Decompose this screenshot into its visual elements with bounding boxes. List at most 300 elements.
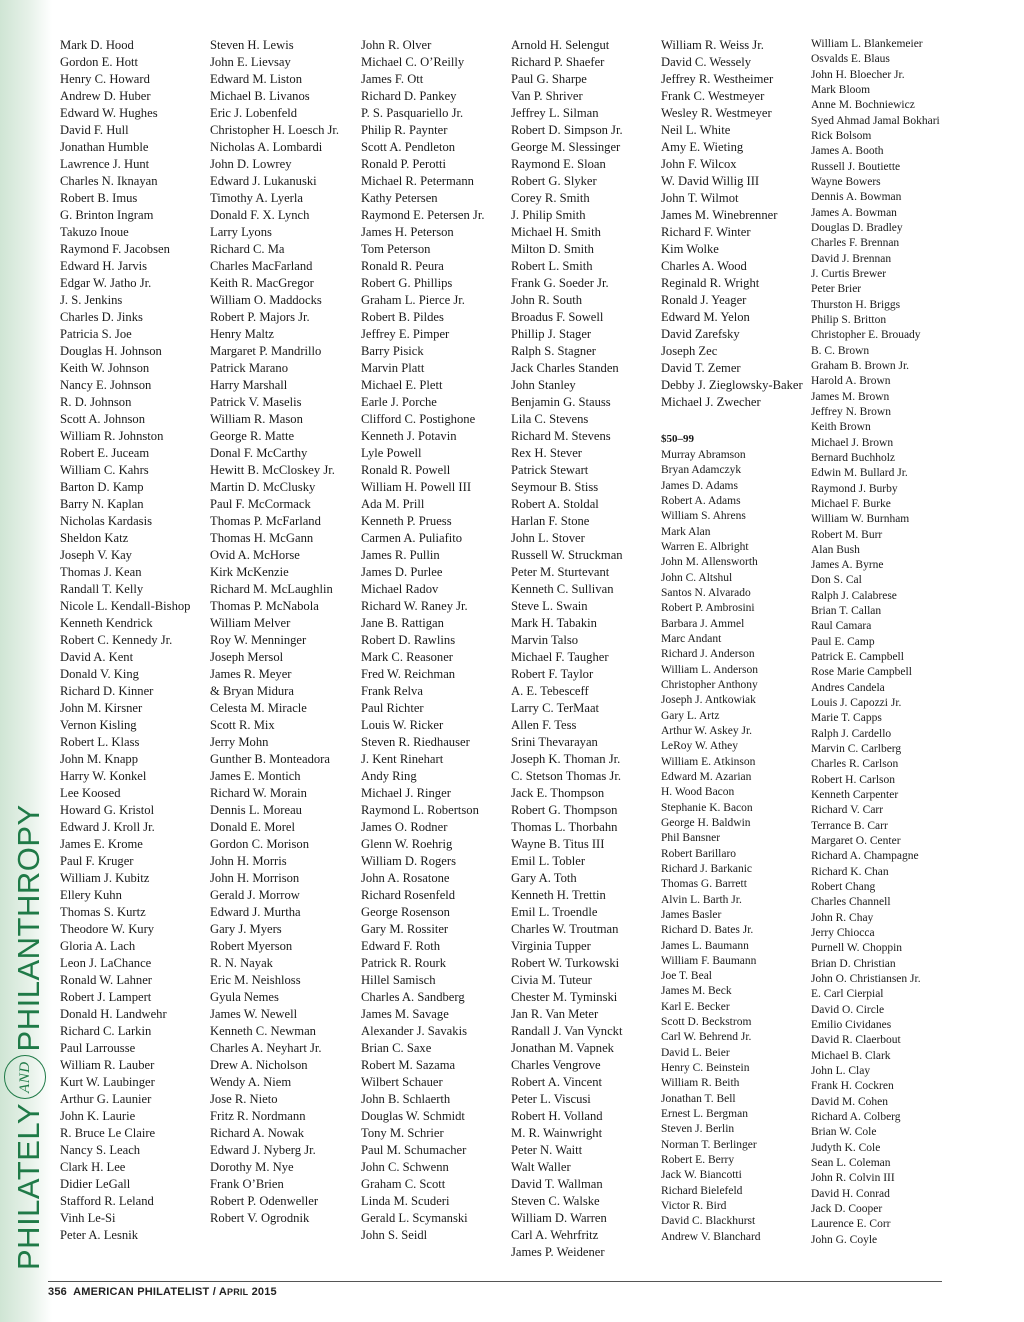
- donor-name: E. Carl Cierpial: [811, 988, 884, 1001]
- donor-name: Robert B. Pildes: [361, 310, 444, 324]
- donor-name: Emil L. Tobler: [511, 854, 586, 868]
- donor-name: Rex H. Stever: [511, 446, 582, 460]
- donor-name: John D. Lowrey: [210, 157, 292, 171]
- donor-name: Richard D. Pankey: [361, 89, 457, 103]
- donor-name: William F. Baumann: [661, 954, 757, 967]
- donor-name: Kenneth Carpenter: [811, 789, 899, 802]
- donor-name: Barry Pisick: [361, 344, 424, 358]
- donor-name: Robert J. Lampert: [60, 990, 152, 1004]
- donor-name: Dennis L. Moreau: [210, 803, 302, 817]
- donor-name: Edward M. Azarian: [661, 770, 752, 783]
- donor-name: David T. Wallman: [511, 1177, 603, 1191]
- donor-name: Charles A. Neyhart Jr.: [210, 1041, 322, 1055]
- donor-name: Andres Candela: [811, 681, 885, 694]
- donor-name: Eric M. Neishloss: [210, 973, 301, 987]
- donor-name: Civia M. Tuteur: [511, 973, 592, 987]
- donor-name: Edgar W. Jatho Jr.: [60, 276, 152, 290]
- donor-name: Charles A. Sandberg: [361, 990, 465, 1004]
- donor-name: James M. Winebrenner: [661, 208, 778, 222]
- donor-name: Robert D. Rawlins: [361, 633, 456, 647]
- donor-name: Didier LeGall: [60, 1177, 131, 1191]
- donor-name: Nicholas Kardasis: [60, 514, 152, 528]
- donor-name: LeRoy W. Athey: [661, 740, 738, 753]
- donor-name: Patricia S. Joe: [60, 327, 132, 341]
- donor-name: David J. Brennan: [811, 252, 892, 265]
- donor-name: Henry C. Howard: [60, 72, 150, 86]
- donor-name: Amy E. Wieting: [661, 140, 744, 154]
- donor-name: William W. Burnham: [811, 513, 910, 526]
- donor-name: Peter L. Viscusi: [511, 1092, 591, 1106]
- donor-name: Emilio Cividanes: [811, 1019, 892, 1031]
- donor-name: Robert W. Turkowski: [511, 956, 620, 970]
- donor-name: John R. Chay: [811, 911, 874, 924]
- donor-name: John M. Allensworth: [661, 556, 758, 569]
- donor-name: William C. Kahrs: [60, 463, 149, 477]
- donor-name: Charles Channell: [811, 896, 891, 909]
- donor-name: Jack Charles Standen: [511, 361, 619, 375]
- donor-name: William H. Powell III: [361, 480, 472, 494]
- publication-name: AMERICAN PHILATELIST: [73, 1286, 210, 1298]
- donor-name: Clifford C. Postighone: [361, 412, 476, 426]
- donor-name: Gerald J. Morrow: [210, 888, 300, 902]
- donor-name: Purnell W. Choppin: [811, 942, 903, 955]
- donor-name: Steve L. Swain: [511, 599, 588, 613]
- issue-month: APRIL: [218, 1286, 249, 1298]
- donor-name: Brian C. Saxe: [361, 1041, 432, 1055]
- donor-name: Norman T. Berlinger: [661, 1138, 757, 1151]
- donor-name: Charles W. Troutman: [511, 922, 619, 936]
- donor-name: Philip R. Paynter: [361, 123, 448, 137]
- donor-name: Dennis A. Bowman: [811, 191, 902, 204]
- donor-name: Steven C. Walske: [511, 1194, 600, 1208]
- donor-name: David F. Hull: [60, 123, 129, 137]
- donor-name: & Bryan Midura: [210, 684, 294, 698]
- donor-name: Arthur G. Launier: [60, 1092, 152, 1106]
- donor-name: Raymond L. Robertson: [361, 803, 479, 817]
- donor-name: Raymond J. Burby: [811, 482, 898, 495]
- donor-name: Osvalds E. Blaus: [811, 53, 890, 66]
- donor-name: Michael R. Petermann: [361, 174, 474, 188]
- donor-name: Phil Bansner: [661, 832, 721, 845]
- donor-name: Nicole L. Kendall-Bishop: [60, 599, 191, 613]
- donor-name: Paul E. Camp: [811, 635, 875, 648]
- sidebar-title-left: PHILATELY: [11, 1102, 46, 1270]
- donor-name: John L. Stover: [511, 531, 585, 545]
- donor-name: James D. Adams: [661, 479, 738, 492]
- donor-name: Robert G. Thompson: [511, 803, 618, 817]
- donor-name: John F. Wilcox: [661, 157, 737, 171]
- issue-year: 2015: [251, 1286, 277, 1298]
- donor-name: William L. Anderson: [661, 663, 758, 676]
- donor-name: Murray Abramson: [661, 449, 746, 461]
- donor-name: Richard W. Raney Jr.: [361, 599, 468, 613]
- donor-name: Jack D. Cooper: [811, 1202, 883, 1215]
- donor-name: Corey R. Smith: [511, 191, 590, 205]
- donor-name: Christopher H. Loesch Jr.: [210, 123, 340, 137]
- donor-name: Donal F. McCarthy: [210, 446, 308, 460]
- donor-name: Frank Relva: [361, 684, 423, 698]
- donor-name: Michael E. Plett: [361, 378, 443, 392]
- donor-name: Vinh Le-Si: [60, 1211, 116, 1225]
- donor-name: Mark Alan: [661, 525, 711, 538]
- donor-name: Benjamin G. Stauss: [511, 395, 611, 409]
- donor-name: John C. Altshul: [661, 571, 733, 584]
- donor-name: Edwin M. Bullard Jr.: [811, 467, 908, 480]
- donor-name: Kenneth P. Pruess: [361, 514, 452, 528]
- donor-name: Bryan Adamczyk: [661, 464, 742, 477]
- donor-name: B. C. Brown: [811, 344, 870, 357]
- donor-name: Michael B. Livanos: [210, 89, 310, 103]
- donor-name: Mark H. Tabakin: [511, 616, 597, 630]
- donor-name: John T. Wilmot: [661, 191, 739, 205]
- donor-name: David O. Circle: [811, 1003, 885, 1016]
- donor-name: Syed Ahmad Jamal Bokhari: [811, 114, 940, 127]
- donor-name: Patrick E. Campbell: [811, 651, 904, 664]
- donor-name: Jeffrey E. Pimper: [361, 327, 450, 341]
- donor-name: Richard A. Colberg: [811, 1110, 901, 1123]
- donor-name: John R. Olver: [361, 38, 432, 52]
- donor-name: Jeffrey L. Silman: [511, 106, 599, 120]
- donor-name: Robert A. Stoldal: [511, 497, 599, 511]
- donor-name: A. E. Tebesceff: [511, 684, 589, 698]
- donor-name: George M. Slessinger: [511, 140, 621, 154]
- donor-name: Gary A. Toth: [511, 871, 577, 885]
- donor-name: Harry Marshall: [210, 378, 288, 392]
- donor-name: Edward W. Hughes: [60, 106, 158, 120]
- donor-name: Larry Lyons: [210, 225, 272, 239]
- donor-name: Christopher Anthony: [661, 678, 758, 691]
- donor-name: Graham B. Brown Jr.: [811, 359, 910, 372]
- donor-name: Keith Brown: [811, 421, 871, 434]
- donor-name: John R. South: [511, 293, 583, 307]
- donor-name: John H. Bloecher Jr.: [811, 68, 905, 81]
- donor-name: Earle J. Porche: [361, 395, 437, 409]
- donor-name: Joseph Mersol: [210, 650, 284, 664]
- donor-name: Robert B. Imus: [60, 191, 138, 205]
- donor-name: Hillel Samisch: [361, 973, 436, 987]
- donor-name: Ralph J. Calabrese: [811, 589, 897, 602]
- donor-name: Frank C. Westmeyer: [661, 89, 765, 103]
- donor-name: Patrick Marano: [210, 361, 288, 375]
- donor-name: Gyula Nemes: [210, 990, 279, 1004]
- donor-name: Scott A. Johnson: [60, 412, 146, 426]
- donor-name: Stafford R. Leland: [60, 1194, 154, 1208]
- donor-name: Ronald R. Powell: [361, 463, 451, 477]
- donor-name: Michael F. Taugher: [511, 650, 609, 664]
- donor-name: Raymond E. Sloan: [511, 157, 606, 171]
- donor-name: William R. Lauber: [60, 1058, 155, 1072]
- donor-name: Charles Vengrove: [511, 1058, 601, 1072]
- donor-name: J. Curtis Brewer: [811, 267, 887, 280]
- donor-name: Reginald R. Wright: [661, 276, 760, 290]
- donor-name: John Stanley: [511, 378, 576, 392]
- donor-name: John C. Schwenn: [361, 1160, 449, 1174]
- donor-name: David T. Zemer: [661, 361, 741, 375]
- donor-name: Peter N. Waitt: [511, 1143, 583, 1157]
- donor-name: James Basler: [661, 908, 722, 921]
- donor-name: James A. Bowman: [811, 206, 897, 219]
- donor-name: Robert M. Burr: [811, 528, 883, 541]
- donor-name: Ronald R. Peura: [361, 259, 444, 273]
- donor-name: Joseph V. Kay: [60, 548, 132, 562]
- donor-name: James W. Newell: [210, 1007, 298, 1021]
- donor-name: Thurston H. Briggs: [811, 298, 901, 311]
- donor-name: Milton D. Smith: [511, 242, 594, 256]
- donor-name: Henry Maltz: [210, 327, 274, 341]
- donor-name: Timothy A. Lyerla: [210, 191, 303, 205]
- donor-name: Jack E. Thompson: [511, 786, 605, 800]
- donor-name: Gary J. Myers: [210, 922, 282, 936]
- donor-name: Alan Bush: [811, 543, 860, 556]
- donor-name: Edward J. Nyberg Jr.: [210, 1143, 316, 1157]
- donor-name: Charles R. Carlson: [811, 758, 899, 771]
- donor-name: Charles F. Brennan: [811, 237, 900, 250]
- donor-name: John R. Colvin III: [811, 1172, 895, 1185]
- donor-name: Richard C. Ma: [210, 242, 285, 256]
- donor-name: David R. Claerbout: [811, 1034, 901, 1047]
- donor-name: John A. Rosatone: [361, 871, 450, 885]
- name-column-1: [60, 37, 205, 1244]
- and-logo-mark: AND: [4, 1055, 46, 1099]
- donor-name: Ernest L. Bergman: [661, 1108, 748, 1121]
- donor-name: Peter Brier: [811, 283, 862, 296]
- donor-name: Robert G. Slyker: [511, 174, 597, 188]
- donor-name: Mark C. Reasoner: [361, 650, 453, 664]
- donor-name: Ronald P. Perotti: [361, 157, 447, 171]
- donor-name: Louis J. Capozzi Jr.: [811, 697, 902, 710]
- donor-name: Louis W. Ricker: [361, 718, 444, 732]
- donor-name: Robert G. Phillips: [361, 276, 453, 290]
- donor-name: George H. Baldwin: [661, 816, 751, 829]
- donor-name: Douglas D. Bradley: [811, 221, 903, 234]
- donor-name: Santos N. Alvarado: [661, 586, 751, 599]
- donor-name: Edward H. Jarvis: [60, 259, 148, 273]
- donor-name: Edward F. Roth: [361, 939, 441, 953]
- donor-name: Robert V. Ogrodnik: [210, 1211, 310, 1225]
- donor-name: Stephanie K. Bacon: [661, 801, 753, 814]
- donor-name: Gary L. Artz: [661, 709, 720, 722]
- donor-name: Scott R. Mix: [210, 718, 275, 732]
- name-column-2: [210, 37, 358, 1227]
- donor-name: William D. Rogers: [361, 854, 456, 868]
- donor-name: Hewitt B. McCloskey Jr.: [210, 463, 335, 477]
- donor-name: Warren E. Albright: [661, 540, 749, 553]
- donor-name: Karl E. Becker: [661, 1000, 730, 1013]
- donor-name: Phillip J. Stager: [511, 327, 592, 341]
- donor-name: William L. Blankemeier: [811, 38, 923, 50]
- donor-name: Rose Marie Campbell: [811, 666, 912, 679]
- donor-name: Richard C. Larkin: [60, 1024, 152, 1038]
- donor-name: Edward J. Murtha: [210, 905, 301, 919]
- donor-name: Thomas J. Kean: [60, 565, 142, 579]
- donor-name: Robert D. Simpson Jr.: [511, 123, 623, 137]
- donor-name: George R. Matte: [210, 429, 295, 443]
- donor-name: Ralph S. Stagner: [511, 344, 597, 358]
- donor-name: Robert H. Volland: [511, 1109, 603, 1123]
- donor-name: Vernon Kisling: [60, 718, 137, 732]
- donor-name: R. Bruce Le Claire: [60, 1126, 156, 1140]
- donor-name: Kenneth C. Sullivan: [511, 582, 614, 596]
- donor-name: Wesley R. Westmeyer: [661, 106, 772, 120]
- donor-name: Richard P. Shaefer: [511, 55, 605, 69]
- donor-name: James M. Savage: [361, 1007, 449, 1021]
- donor-name: Anne M. Bochniewicz: [811, 99, 915, 112]
- donor-name: William R. Mason: [210, 412, 303, 426]
- donor-name: Alvin L. Barth Jr.: [661, 893, 742, 906]
- donor-name: David A. Kent: [60, 650, 134, 664]
- donor-name: Michael J. Ringer: [361, 786, 451, 800]
- name-column-3: [361, 37, 509, 1244]
- donor-name: G. Brinton Ingram: [60, 208, 154, 222]
- donor-name: James P. Weidener: [511, 1245, 605, 1259]
- donor-name: Joseph Zec: [661, 344, 718, 358]
- donor-name: Kenneth J. Potavin: [361, 429, 457, 443]
- donor-name: Lawrence J. Hunt: [60, 157, 150, 171]
- donor-name: John O. Christiansen Jr.: [811, 973, 921, 986]
- donor-name: Richard A. Champagne: [811, 850, 919, 863]
- donor-name: Mark D. Hood: [60, 38, 134, 52]
- donor-name: Robert L. Smith: [511, 259, 593, 273]
- donor-name: Fritz R. Nordmann: [210, 1109, 306, 1123]
- donor-name: Mark Bloom: [811, 83, 871, 96]
- donor-name: Jerry Chiocca: [811, 927, 875, 940]
- donor-name: R. D. Johnson: [60, 395, 132, 409]
- donor-name: Paul Larrousse: [60, 1041, 136, 1055]
- donor-name: Howard G. Kristol: [60, 803, 155, 817]
- donor-name: Broadus F. Sowell: [511, 310, 604, 324]
- donor-name: C. Stetson Thomas Jr.: [511, 769, 621, 783]
- donor-name: Joseph K. Thoman Jr.: [511, 752, 621, 766]
- donor-name: Thomas H. McGann: [210, 531, 314, 545]
- donor-name: Leon J. LaChance: [60, 956, 152, 970]
- donor-name: Robert M. Sazama: [361, 1058, 456, 1072]
- donor-name: Robert Myerson: [210, 939, 293, 953]
- donor-name: Emil L. Troendle: [511, 905, 598, 919]
- sidebar-band: [0, 0, 52, 1322]
- donor-name: Jack W. Biancotti: [661, 1169, 742, 1182]
- donor-name: William R. Beith: [661, 1077, 740, 1090]
- donor-name: Margaret P. Mandrillo: [210, 344, 322, 358]
- donor-name: Robert L. Klass: [60, 735, 140, 749]
- page-footer: [48, 1286, 277, 1298]
- donor-name: Wayne B. Titus III: [511, 837, 605, 851]
- donor-name: Robert H. Carlson: [811, 773, 896, 786]
- donor-name: Donald E. Morel: [210, 820, 295, 834]
- donor-name: Laurence E. Corr: [811, 1218, 891, 1231]
- donor-name: Carmen A. Puliafito: [361, 531, 463, 545]
- donor-name: M. R. Wainwright: [511, 1126, 603, 1140]
- donor-name: Paul F. McCormack: [210, 497, 311, 511]
- donor-name: Ronald J. Yeager: [661, 293, 747, 307]
- donor-name: Sheldon Katz: [60, 531, 129, 545]
- donor-name: Gordon C. Morison: [210, 837, 310, 851]
- donor-name: William S. Ahrens: [661, 510, 746, 523]
- donor-name: William R. Johnston: [60, 429, 164, 443]
- donor-name: Robert P. Odenweller: [210, 1194, 319, 1208]
- donor-name: Graham C. Scott: [361, 1177, 446, 1191]
- donor-name: Thomas G. Barrett: [661, 878, 747, 891]
- donor-name: Robert P. Ambrosini: [661, 602, 755, 615]
- donor-name: Frank G. Soeder Jr.: [511, 276, 609, 290]
- donor-name: James E. Krome: [60, 837, 143, 851]
- donor-name: Donald H. Landwehr: [60, 1007, 167, 1021]
- donor-name: H. Wood Bacon: [661, 786, 735, 799]
- donor-name: Jan R. Van Meter: [511, 1007, 599, 1021]
- footer-separator: /: [212, 1286, 216, 1298]
- donor-name: Christopher E. Brouady: [811, 329, 921, 342]
- donor-name: Jeffrey N. Brown: [811, 405, 891, 418]
- donor-name: James O. Rodner: [361, 820, 448, 834]
- donor-name: Richard V. Carr: [811, 804, 884, 817]
- donor-name: James H. Peterson: [361, 225, 454, 239]
- name-column-5: [661, 37, 807, 1245]
- donor-name: Charles A. Wood: [661, 259, 747, 273]
- donor-name: Larry C. TerMaat: [511, 701, 600, 715]
- donor-name: Peter A. Lesnik: [60, 1228, 138, 1242]
- donor-name: P. S. Pasquariello Jr.: [361, 106, 464, 120]
- donor-name: Lee Koosed: [60, 786, 121, 800]
- donor-name: Kenneth H. Trettin: [511, 888, 606, 902]
- donor-name: Raymond E. Petersen Jr.: [361, 208, 485, 222]
- donor-name: Marie T. Capps: [811, 712, 882, 725]
- donor-name: James R. Meyer: [210, 667, 292, 681]
- donor-name: Harold A. Brown: [811, 375, 891, 388]
- donor-name: John L. Clay: [811, 1064, 871, 1077]
- donor-name: John E. Lievsay: [210, 55, 291, 69]
- donor-name: John S. Seidl: [361, 1228, 428, 1242]
- donor-name: David L. Beier: [661, 1046, 730, 1059]
- donor-name: Richard J. Anderson: [661, 648, 755, 661]
- donor-name: Harlan F. Stone: [511, 514, 590, 528]
- donor-name: Virginia Tupper: [511, 939, 591, 953]
- donor-name: William D. Warren: [511, 1211, 607, 1225]
- donor-name: Donald V. King: [60, 667, 139, 681]
- donor-name: Allen F. Tess: [511, 718, 577, 732]
- donor-name: Steven J. Berlin: [661, 1123, 735, 1136]
- donor-name: J. S. Jenkins: [60, 293, 123, 307]
- donor-name: James A. Booth: [811, 145, 884, 158]
- donor-name: James L. Baumann: [661, 939, 749, 952]
- donor-name: Steven H. Lewis: [210, 38, 294, 52]
- donor-name: Peter M. Sturtevant: [511, 565, 610, 579]
- donor-name: Gerald L. Scymanski: [361, 1211, 468, 1225]
- donor-name: Robert A. Vincent: [511, 1075, 603, 1089]
- donor-name: Robert Barillaro: [661, 847, 737, 860]
- donor-name: Marvin Talso: [511, 633, 579, 647]
- donor-name: Randall J. Van Vynckt: [511, 1024, 623, 1038]
- donor-name: Carl A. Wehrfritz: [511, 1228, 599, 1242]
- donor-name: J. Kent Rinehart: [361, 752, 444, 766]
- donor-name: James D. Purlee: [361, 565, 443, 579]
- donor-name: David C. Blackhurst: [661, 1215, 756, 1228]
- donor-name: Russell W. Struckman: [511, 548, 623, 562]
- donor-name: Thomas P. McNabola: [210, 599, 319, 613]
- donor-name: Raul Camara: [811, 620, 872, 633]
- donor-name: Harry W. Konkel: [60, 769, 147, 783]
- donor-name: Michael B. Clark: [811, 1049, 891, 1062]
- donor-section-50-99: [661, 431, 807, 1245]
- donor-name: Tom Peterson: [361, 242, 431, 256]
- donor-name: David Zarefsky: [661, 327, 740, 341]
- sidebar-title-right: PHILANTHROPY: [11, 804, 46, 1052]
- name-column-4: [511, 37, 659, 1261]
- donor-name: Ellery Kuhn: [60, 888, 122, 902]
- donor-name: Paul M. Schumacher: [361, 1143, 467, 1157]
- donor-name: Keith R. MacGregor: [210, 276, 314, 290]
- donor-name: Frank O’Brien: [210, 1177, 284, 1191]
- donor-name: Michael Radov: [361, 582, 439, 596]
- donor-name: Chester M. Tyminski: [511, 990, 618, 1004]
